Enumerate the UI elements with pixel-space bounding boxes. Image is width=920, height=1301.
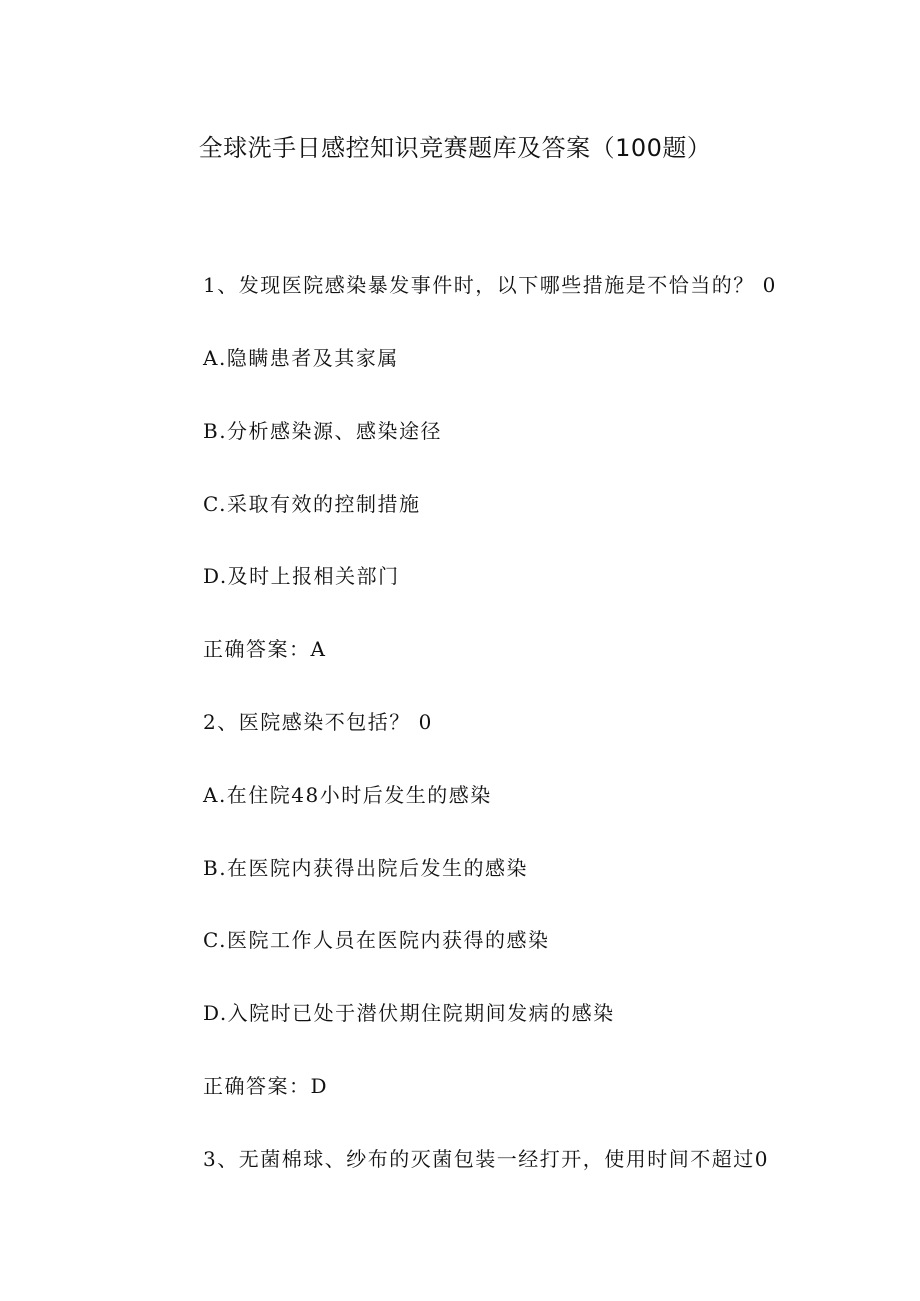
question-1-stem: 1、发现医院感染暴发事件时，以下哪些措施是不恰当的？ 0 xyxy=(203,273,777,297)
question-3-stem: 3、无菌棉球、纱布的灭菌包装一经打开，使用时间不超过0 xyxy=(203,1147,769,1171)
question-2-option-a: A.在住院48小时后发生的感染 xyxy=(203,783,492,807)
question-2-stem: 2、医院感染不包括？ 0 xyxy=(203,710,433,734)
question-1-option-b: B.分析感染源、感染途径 xyxy=(203,419,443,443)
document-title: 全球洗手日感控知识竞赛题库及答案（100题） xyxy=(198,134,712,162)
question-1-option-a: A.隐瞒患者及其家属 xyxy=(203,346,399,370)
question-2-answer: 正确答案：D xyxy=(203,1074,329,1098)
question-1-option-c: C.采取有效的控制措施 xyxy=(203,492,421,516)
question-2-option-b: B.在医院内获得出院后发生的感染 xyxy=(203,856,529,880)
question-1-option-d: D.及时上报相关部门 xyxy=(203,564,400,588)
question-2-option-d: D.入院时已处于潜伏期住院期间发病的感染 xyxy=(203,1001,615,1025)
question-1-answer: 正确答案：A xyxy=(203,637,327,661)
question-2-option-c: C.医院工作人员在医院内获得的感染 xyxy=(203,928,550,952)
